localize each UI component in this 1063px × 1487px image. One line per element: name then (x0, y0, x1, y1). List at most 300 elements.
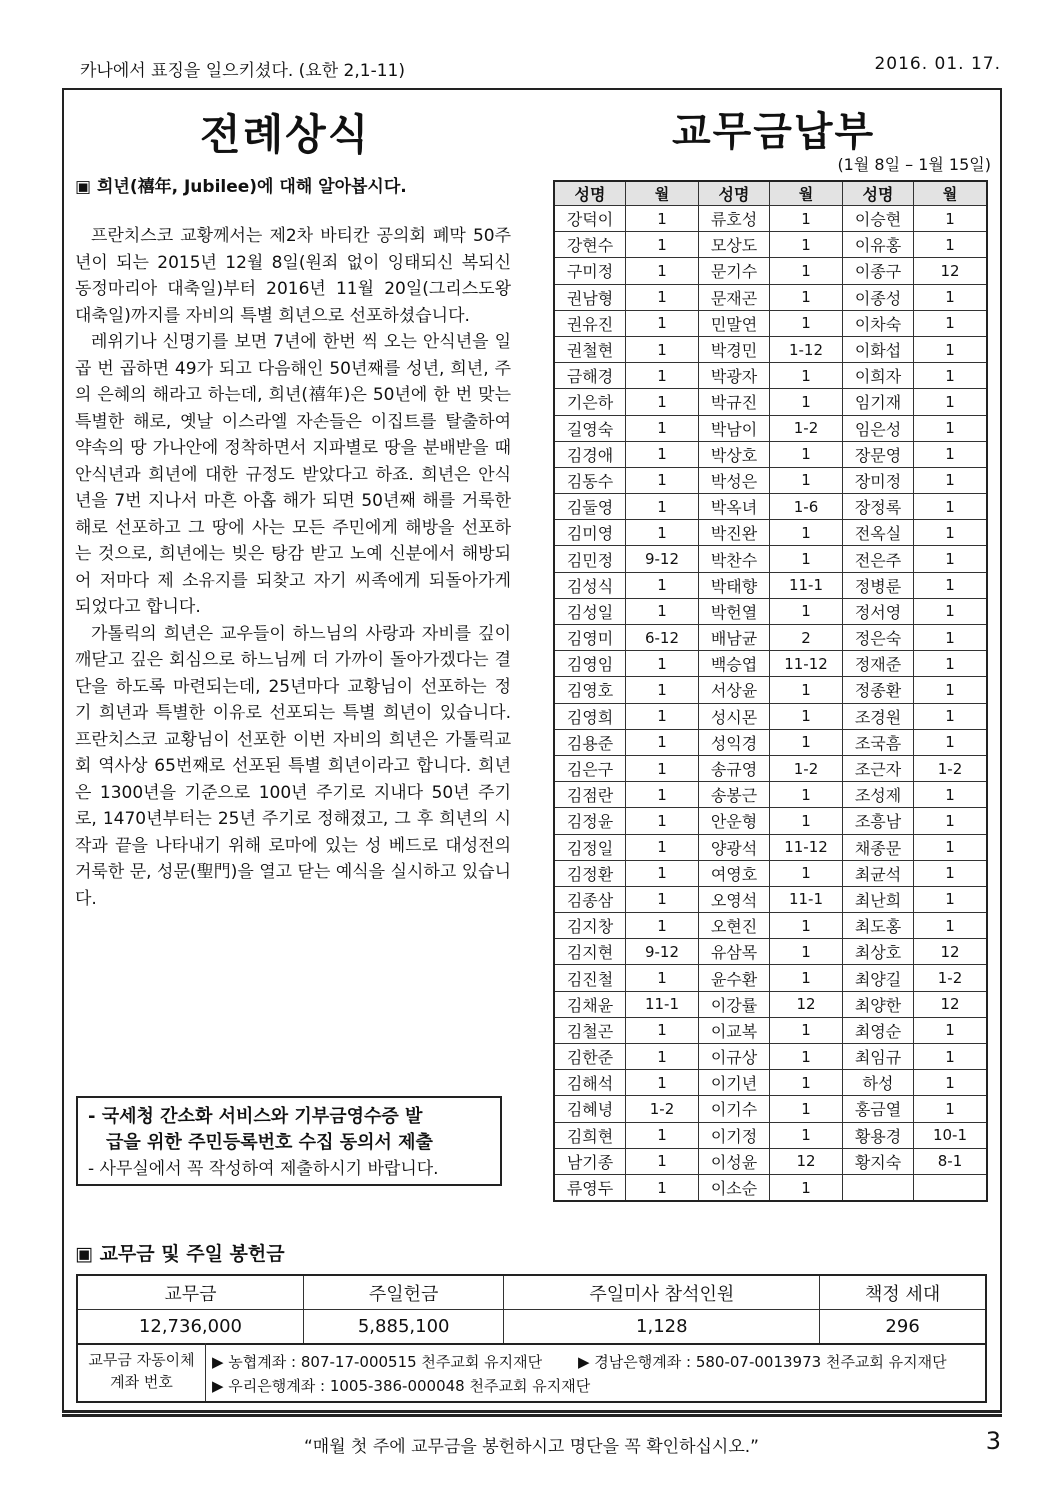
paid-month: 8-1 (914, 1148, 988, 1174)
member-name (843, 1174, 914, 1201)
member-name: 이강률 (699, 991, 770, 1017)
member-name: 문재곤 (699, 284, 770, 310)
table-row (554, 782, 987, 808)
paid-month: 1 (914, 1017, 988, 1043)
jubilee-heading: ▣ 희년(禧年, Jubilee)에 대해 알아봅시다. (75, 177, 407, 197)
table-row (554, 494, 987, 520)
table-row (554, 1096, 987, 1122)
header-reading: 카나에서 표징을 일으키셨다. (요한 2,1-11) (80, 61, 405, 81)
member-name: 김채윤 (554, 991, 626, 1017)
paid-month: 1 (626, 598, 699, 624)
table-row (554, 677, 987, 703)
paid-month: 1 (914, 520, 988, 546)
member-name: 모상도 (699, 232, 770, 258)
table-row (554, 546, 987, 572)
member-name: 정재준 (843, 651, 914, 677)
table-row (554, 232, 987, 258)
paid-month: 1 (914, 389, 988, 415)
offering-table (76, 1274, 987, 1345)
paid-month: 1 (914, 625, 988, 651)
account-woori: ▶ 우리은행계좌 : 1005-386-000048 천주교회 유지재단 (212, 1377, 591, 1395)
member-name: 장미정 (843, 467, 914, 493)
paid-month: 1 (770, 258, 843, 284)
paid-month: 1 (914, 336, 988, 362)
paid-month: 12 (770, 1148, 843, 1174)
member-name: 오현진 (699, 913, 770, 939)
paid-month: 1-2 (914, 965, 988, 991)
member-name: 김진철 (554, 965, 626, 991)
member-name: 임기재 (843, 389, 914, 415)
member-name: 백승엽 (699, 651, 770, 677)
paid-month: 1 (914, 1096, 988, 1122)
paid-month: 12 (914, 939, 988, 965)
paid-month: 1 (914, 834, 988, 860)
member-name: 이차숙 (843, 310, 914, 336)
paid-month: 1 (770, 677, 843, 703)
paid-month: 1 (914, 572, 988, 598)
paid-month: 10-1 (914, 1122, 988, 1148)
paid-month: 1 (626, 1148, 699, 1174)
paid-month: 1 (770, 808, 843, 834)
paid-month: 1 (914, 310, 988, 336)
paid-month: 1 (770, 232, 843, 258)
paid-month: 1 (770, 965, 843, 991)
member-name: 성익경 (699, 729, 770, 755)
member-name: 조경원 (843, 703, 914, 729)
table-row (554, 703, 987, 729)
member-name: 김은구 (554, 755, 626, 781)
paid-month: 1 (914, 886, 988, 912)
bottom-rule (62, 1414, 1002, 1417)
member-name: 정은숙 (843, 625, 914, 651)
account-label-line-1: 교무금 자동이체 (88, 1351, 195, 1369)
member-name: 이기년 (699, 1070, 770, 1096)
table-row (554, 991, 987, 1017)
paid-month: 1 (770, 1017, 843, 1043)
member-name: 박태향 (699, 572, 770, 598)
paid-month: 1-2 (770, 415, 843, 441)
member-name: 이규상 (699, 1044, 770, 1070)
account-kyongnam: ▶ 경남은행계좌 : 580-07-0013973 천주교회 유지재단 (578, 1353, 947, 1371)
paid-month: 1 (770, 1174, 843, 1201)
member-name: 민말연 (699, 310, 770, 336)
paid-month: 1 (626, 755, 699, 781)
table-row (554, 1017, 987, 1043)
table-row (554, 389, 987, 415)
value-households: 296 (820, 1310, 986, 1345)
table-row (554, 363, 987, 389)
table-row (554, 1070, 987, 1096)
dues-header-row (554, 181, 987, 206)
dues-date-range: (1월 8일 – 1월 15일) (837, 155, 991, 174)
table-row (554, 336, 987, 362)
member-name: 최양길 (843, 965, 914, 991)
paid-month: 1 (626, 206, 699, 232)
member-name: 이유홍 (843, 232, 914, 258)
member-name: 하성 (843, 1070, 914, 1096)
paid-month: 1 (626, 494, 699, 520)
paid-month: 1 (914, 546, 988, 572)
paid-month: 12 (770, 991, 843, 1017)
table-row (554, 755, 987, 781)
paid-month: 1 (770, 598, 843, 624)
paid-month: 1 (914, 913, 988, 939)
member-name: 조국흠 (843, 729, 914, 755)
table-row (554, 625, 987, 651)
member-name: 김정환 (554, 860, 626, 886)
col-month: 월 (914, 181, 988, 206)
member-name: 홍금열 (843, 1096, 914, 1122)
paid-month: 1 (770, 441, 843, 467)
table-row (554, 651, 987, 677)
member-name: 박남이 (699, 415, 770, 441)
paid-month: 1 (914, 598, 988, 624)
member-name: 강덕이 (554, 206, 626, 232)
notice-line-1: - 국세청 간소화 서비스와 기부금영수증 발 (88, 1106, 423, 1127)
paid-month: 1 (626, 834, 699, 860)
member-name: 이종성 (843, 284, 914, 310)
paid-month: 1 (626, 651, 699, 677)
notice-line-2: 급을 위한 주민등록번호 수집 동의서 제출 (106, 1132, 433, 1153)
member-name: 안운형 (699, 808, 770, 834)
paid-month: 1 (626, 310, 699, 336)
member-name: 이교복 (699, 1017, 770, 1043)
member-name: 여영호 (699, 860, 770, 886)
member-name: 김정윤 (554, 808, 626, 834)
account-nonghyup: ▶ 농협계좌 : 807-17-000515 천주교회 유지재단 (212, 1353, 543, 1371)
paid-month: 1 (914, 284, 988, 310)
paid-month: 11-1 (770, 886, 843, 912)
member-name: 임은성 (843, 415, 914, 441)
member-name: 서상윤 (699, 677, 770, 703)
paid-month: 1 (914, 808, 988, 834)
member-name: 김종삼 (554, 886, 626, 912)
paid-month: 1 (626, 808, 699, 834)
paid-month: 1 (626, 363, 699, 389)
member-name: 김경애 (554, 441, 626, 467)
paid-month: 1 (770, 520, 843, 546)
paid-month: 1 (626, 677, 699, 703)
member-name: 김지현 (554, 939, 626, 965)
header-date: 2016. 01. 17. (874, 54, 1001, 74)
paid-month: 1 (626, 965, 699, 991)
paid-month: 1 (770, 363, 843, 389)
paid-month: 1 (626, 336, 699, 362)
member-name: 기은하 (554, 389, 626, 415)
member-name: 최임규 (843, 1044, 914, 1070)
member-name: 김점란 (554, 782, 626, 808)
article-paragraph-3: 가톨릭의 희년은 교우들이 하느님의 사랑과 자비를 깊이 깨닫고 깊은 회심으로 하느님께 더 가까이 돌아가겠다는 결단을 하도록 마련되는데, 25년마다 교황님이 선포하는 정기 희년과 특별한 이유로 선포되는 특별 희년이 있습니다. 프란치스코 교황님이 선포한 이번 자비의 희년은 가톨릭교회 역사상 65번째로 선포된 특별 희년이라고 합니다. 희년은 1300년을 기준으로 100년 주기로 지내다 50년 주기로, 1470년부터는 25년 주기로 정해졌고, 그 후 희년의 시작과 끝을 나타내기 위해 로마에 있는 성 베드로 대성전의 거룩한 문, 성문(聖門)을 열고 닫는 예식을 실시하고 있습니다. (75, 623, 511, 909)
paid-month: 1 (770, 310, 843, 336)
member-name: 김성일 (554, 598, 626, 624)
paid-month: 1 (626, 258, 699, 284)
account-box (76, 1343, 987, 1403)
col-month: 월 (626, 181, 699, 206)
member-name: 박규진 (699, 389, 770, 415)
member-name: 김영미 (554, 625, 626, 651)
member-name: 김동수 (554, 467, 626, 493)
member-name: 남기종 (554, 1148, 626, 1174)
member-name: 김혜녕 (554, 1096, 626, 1122)
member-name: 장정록 (843, 494, 914, 520)
member-name: 배남균 (699, 625, 770, 651)
paid-month: 1 (914, 494, 988, 520)
member-name: 조성제 (843, 782, 914, 808)
paid-month: 1-2 (914, 755, 988, 781)
member-name: 강현수 (554, 232, 626, 258)
account-label-line-2: 계좌 번호 (110, 1373, 173, 1391)
paid-month: 1 (914, 729, 988, 755)
member-name: 박상호 (699, 441, 770, 467)
member-name: 권유진 (554, 310, 626, 336)
paid-month: 1 (770, 1044, 843, 1070)
member-name: 김철곤 (554, 1017, 626, 1043)
member-name: 이소순 (699, 1174, 770, 1201)
paid-month: 1 (626, 1070, 699, 1096)
article-paragraph-2: 레위기나 신명기를 보면 7년에 한번 씩 오는 안식년을 일곱 번 곱하면 49가 되고 다음해인 50년째를 성년, 희년, 주의 은혜의 해라고 하는데, 희년(禧年)은 50년에 한 번 맞는 특별한 해로, 옛날 이스라엘 자손들은 이집트를 탈출하여 약속의 땅 가나안에 정착하면서 지파별로 땅을 분배받을 때 안식년과 희년에 대한 규정도 받았다고 하죠. 희년은 안식년을 7번 지나서 마흔 아홉 해가 되면 50년째 해를 거룩한 해로 선포하고 그 땅에 사는 모든 주민에게 해방을 선포하는 것으로, 희년에는 빚은 탕감 받고 노예 신분에서 해방되어 저마다 제 소유지를 되찾고 자기 씨족에게 되돌아가게 되었다고 합니다. (75, 332, 511, 617)
member-name: 김민정 (554, 546, 626, 572)
paid-month: 1 (914, 677, 988, 703)
member-name: 황지숙 (843, 1148, 914, 1174)
paid-month: 1 (770, 284, 843, 310)
table-row (554, 886, 987, 912)
member-name: 이승현 (843, 206, 914, 232)
paid-month: 1 (626, 860, 699, 886)
table-row (554, 206, 987, 232)
paid-month: 1 (626, 703, 699, 729)
paid-month: 1 (626, 389, 699, 415)
paid-month: 1 (626, 729, 699, 755)
member-name: 박광자 (699, 363, 770, 389)
paid-month: 12 (914, 991, 988, 1017)
paid-month: 1 (626, 520, 699, 546)
member-name: 전옥실 (843, 520, 914, 546)
member-name: 이성윤 (699, 1148, 770, 1174)
member-name: 박진완 (699, 520, 770, 546)
member-name: 박찬수 (699, 546, 770, 572)
member-name: 금해경 (554, 363, 626, 389)
paid-month: 1 (626, 1174, 699, 1201)
member-name: 성시몬 (699, 703, 770, 729)
member-name: 구미정 (554, 258, 626, 284)
member-name: 류호성 (699, 206, 770, 232)
paid-month: 1 (770, 703, 843, 729)
table-row (554, 913, 987, 939)
paid-month: 1 (914, 860, 988, 886)
member-name: 최균석 (843, 860, 914, 886)
member-name: 최도홍 (843, 913, 914, 939)
paid-month: 1 (770, 939, 843, 965)
notice-line-3: - 사무실에서 꼭 작성하여 제출하시기 바랍니다. (88, 1159, 439, 1179)
member-name: 이희자 (843, 363, 914, 389)
offering-value-row (77, 1310, 986, 1345)
paid-month: 1 (626, 913, 699, 939)
label-dues: 교무금 (77, 1275, 303, 1310)
table-row (554, 834, 987, 860)
member-name: 박헌열 (699, 598, 770, 624)
member-name: 오영석 (699, 886, 770, 912)
paid-month: 6-12 (626, 625, 699, 651)
member-name: 김미영 (554, 520, 626, 546)
member-name: 윤수환 (699, 965, 770, 991)
paid-month: 12 (914, 258, 988, 284)
jubilee-article (75, 223, 511, 912)
member-name: 김영임 (554, 651, 626, 677)
member-name: 정종환 (843, 677, 914, 703)
paid-month: 1 (626, 782, 699, 808)
paid-month: 11-1 (770, 572, 843, 598)
member-name: 양광석 (699, 834, 770, 860)
member-name: 이기정 (699, 1122, 770, 1148)
paid-month: 1 (626, 572, 699, 598)
paid-month: 1 (914, 467, 988, 493)
member-name: 최영순 (843, 1017, 914, 1043)
paid-month: 1 (914, 206, 988, 232)
paid-month: 2 (770, 625, 843, 651)
member-name: 최난희 (843, 886, 914, 912)
footer-quote: “매월 첫 주에 교무금을 봉헌하시고 명단을 꼭 확인하십시오.” (304, 1437, 759, 1457)
account-label (78, 1343, 206, 1401)
paid-month: 1 (626, 1122, 699, 1148)
member-name: 김해석 (554, 1070, 626, 1096)
paid-month: 1 (914, 415, 988, 441)
paid-month: 1 (626, 232, 699, 258)
member-name: 최양한 (843, 991, 914, 1017)
paid-month: 1 (914, 1044, 988, 1070)
paid-month: 1 (770, 860, 843, 886)
col-name: 성명 (843, 181, 914, 206)
member-name: 길영숙 (554, 415, 626, 441)
member-name: 채종문 (843, 834, 914, 860)
paid-month: 1 (770, 546, 843, 572)
table-row (554, 284, 987, 310)
value-sunday-offering: 5,885,100 (303, 1310, 504, 1345)
col-name: 성명 (554, 181, 626, 206)
member-name: 정서영 (843, 598, 914, 624)
member-name: 정병룬 (843, 572, 914, 598)
table-row (554, 860, 987, 886)
dues-title: 교무금납부 (672, 109, 876, 155)
member-name: 이종구 (843, 258, 914, 284)
member-name: 박성은 (699, 467, 770, 493)
paid-month: 1-2 (626, 1096, 699, 1122)
member-name: 조근자 (843, 755, 914, 781)
paid-month: 1 (626, 415, 699, 441)
paid-month: 9-12 (626, 939, 699, 965)
paid-month: 11-12 (770, 651, 843, 677)
notice-box (76, 1096, 502, 1186)
member-name: 장문영 (843, 441, 914, 467)
paid-month: 1 (770, 913, 843, 939)
member-name: 박경민 (699, 336, 770, 362)
paid-month: 1 (914, 363, 988, 389)
article-paragraph-1: 프란치스코 교황께서는 제2차 바티칸 공의회 폐막 50주년이 되는 2015년 12월 8일(원죄 없이 잉태되신 복되신 동정마리아 대축일)부터 2016년 11월 20일(그리스도왕 대축일)까지를 자비의 특별 희년으로 선포하셨습니다. (75, 226, 511, 326)
paid-month: 1-6 (770, 494, 843, 520)
liturgy-title: 전례상식 (200, 110, 371, 159)
table-row (554, 467, 987, 493)
paid-month: 1 (770, 389, 843, 415)
paid-month: 1 (770, 1096, 843, 1122)
paid-month: 1 (626, 441, 699, 467)
paid-month: 1 (914, 651, 988, 677)
member-name: 김둘영 (554, 494, 626, 520)
paid-month: 1-2 (770, 755, 843, 781)
member-name: 김용준 (554, 729, 626, 755)
offering-label-row (77, 1275, 986, 1310)
paid-month (914, 1174, 988, 1201)
table-row (554, 441, 987, 467)
member-name: 전은주 (843, 546, 914, 572)
member-name: 김지창 (554, 913, 626, 939)
member-name: 유삼목 (699, 939, 770, 965)
member-name: 송규영 (699, 755, 770, 781)
value-dues: 12,736,000 (77, 1310, 303, 1345)
col-name: 성명 (699, 181, 770, 206)
paid-month: 11-12 (770, 834, 843, 860)
paid-month: 11-1 (626, 991, 699, 1017)
col-month: 월 (770, 181, 843, 206)
member-name: 김영희 (554, 703, 626, 729)
paid-month: 1 (770, 1122, 843, 1148)
paid-month: 1 (770, 729, 843, 755)
table-row (554, 729, 987, 755)
paid-month: 1 (626, 467, 699, 493)
member-name: 최상호 (843, 939, 914, 965)
paid-month: 9-12 (626, 546, 699, 572)
member-name: 문기수 (699, 258, 770, 284)
table-row (554, 598, 987, 624)
member-name: 권철현 (554, 336, 626, 362)
paid-month: 1 (914, 1070, 988, 1096)
table-row (554, 572, 987, 598)
member-name: 류영두 (554, 1174, 626, 1201)
member-name: 이기수 (699, 1096, 770, 1122)
paid-month: 1 (914, 441, 988, 467)
paid-month: 1 (626, 284, 699, 310)
paid-month: 1-12 (770, 336, 843, 362)
paid-month: 1 (626, 1044, 699, 1070)
label-sunday-offering: 주일헌금 (303, 1275, 504, 1310)
member-name: 송봉근 (699, 782, 770, 808)
offering-heading: ▣ 교무금 및 주일 봉헌금 (75, 1243, 285, 1265)
table-row (554, 1148, 987, 1174)
dues-table (553, 180, 988, 1202)
paid-month: 1 (626, 886, 699, 912)
table-row (554, 1174, 987, 1201)
member-name: 조흥남 (843, 808, 914, 834)
member-name: 김성식 (554, 572, 626, 598)
table-row (554, 1122, 987, 1148)
member-name: 김정일 (554, 834, 626, 860)
paid-month: 1 (770, 467, 843, 493)
page-number: 3 (985, 1427, 1001, 1455)
table-row (554, 415, 987, 441)
paid-month: 1 (770, 206, 843, 232)
paid-month: 1 (770, 1070, 843, 1096)
table-row (554, 1044, 987, 1070)
member-name: 권남형 (554, 284, 626, 310)
member-name: 박옥녀 (699, 494, 770, 520)
paid-month: 1 (914, 232, 988, 258)
table-row (554, 939, 987, 965)
member-name: 황용경 (843, 1122, 914, 1148)
member-name: 이화섭 (843, 336, 914, 362)
value-attendance: 1,128 (504, 1310, 820, 1345)
label-households: 책정 세대 (820, 1275, 986, 1310)
member-name: 김영호 (554, 677, 626, 703)
label-attendance: 주일미사 참석인원 (504, 1275, 820, 1310)
paid-month: 1 (770, 782, 843, 808)
